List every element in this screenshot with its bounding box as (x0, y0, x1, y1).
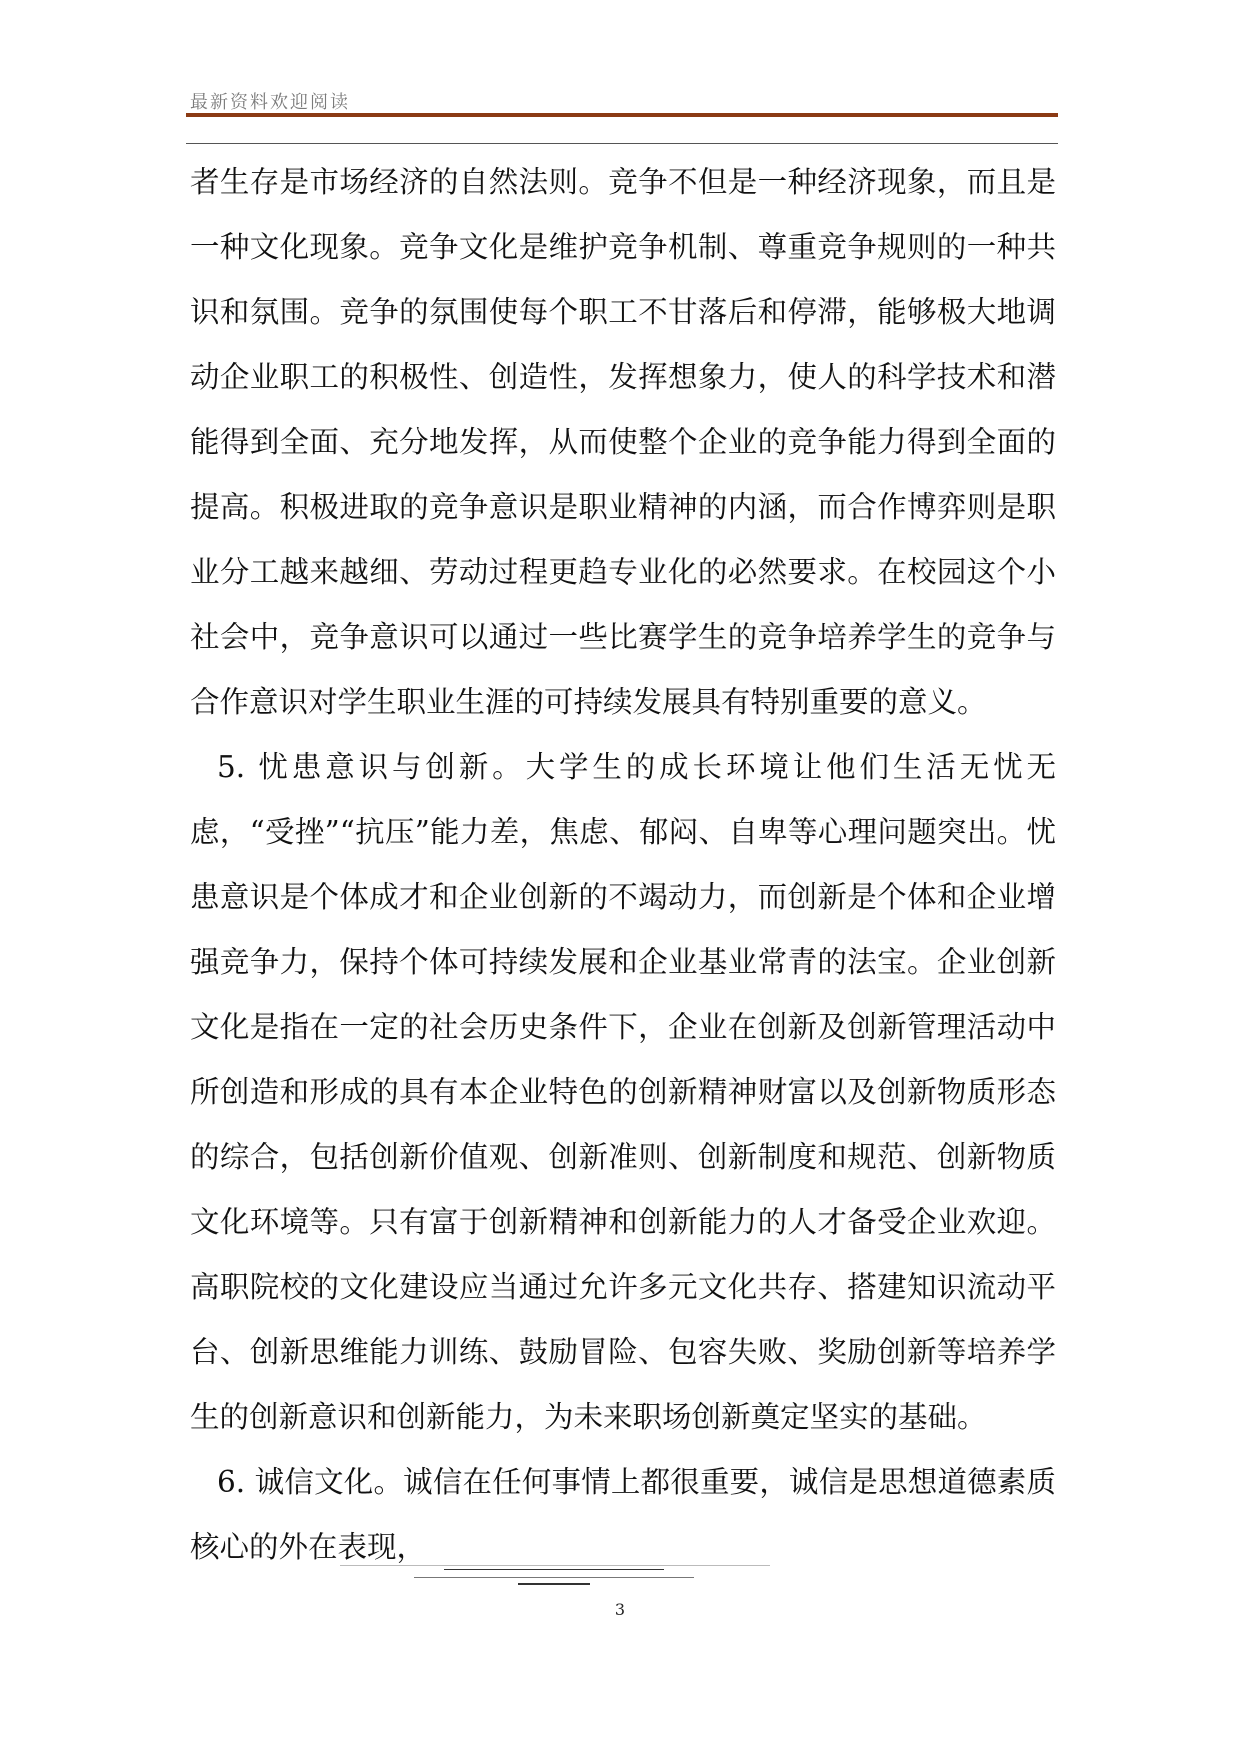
page-number: 3 (614, 1600, 626, 1619)
paragraph-continuation: 者生存是市场经济的自然法则。竞争不但是一种经济现象，而且是一种文化现象。竞争文化是维护竞争机制、尊重竞争规则的一种共识和氛围。竞争的氛围使每个职工不甘落后和停滞，能够极大地调动企业职工的积极性、创造性，发挥想象力，使人的科学技术和潜能得到全面、充分地发挥，从而使整个企业的竞争能力得到全面的提高。积极进取的竞争意识是职业精神的内涵，而合作博弈则是职业分工越来越细、劳动过程更趋专业化的必然要求。在校园这个小社会中，竞争意识可以通过一些比赛学生的竞争培养学生的竞争与合作意识对学生职业生涯的可持续发展具有特别重要的意义。 (190, 165, 1056, 719)
footer-rule-upper (444, 1569, 664, 1570)
footer-rule-faint (340, 1565, 770, 1566)
header-rule-thick (186, 113, 1058, 117)
paragraph-item-6: 6. 诚信文化。诚信在任何事情上都很重要，诚信是思想道德素质核心的外在表现， (190, 1465, 1056, 1564)
body-text (190, 150, 1056, 1580)
header-rule-thin (186, 143, 1058, 144)
footer-rule-middle (414, 1577, 694, 1578)
paragraph-item-5: 5. 忧患意识与创新。大学生的成长环境让他们生活无忧无虑，“受挫”“抗压”能力差，焦虑、郁闷、自卑等心理问题突出。忧患意识是个体成才和企业创新的不竭动力，而创新是个体和企业增强竞争力，保持个体可持续发展和企业基业常青的法宝。企业创新文化是指在一定的社会历史条件下，企业在创新及创新管理活动中所创造和形成的具有本企业特色的创新精神财富以及创新物质形态的综合，包括创新价值观、创新准则、创新制度和规范、创新物质文化环境等。只有富于创新精神和创新能力的人才备受企业欢迎。高职院校的文化建设应当通过允许多元文化共存、搭建知识流动平台、创新思维能力训练、鼓励冒险、包容失败、奖励创新等培养学生的创新意识和创新能力，为未来职场创新奠定坚实的基础。 (190, 750, 1056, 1434)
header-text: 最新资料欢迎阅读 (190, 92, 350, 113)
footer-rule-short (518, 1583, 590, 1585)
